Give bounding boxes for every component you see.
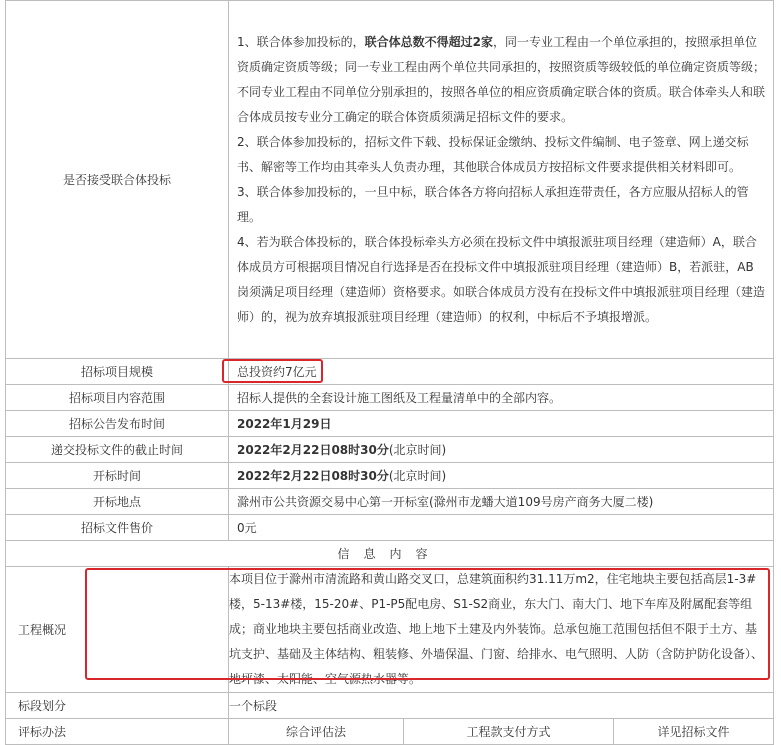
table-row: [6, 385, 774, 411]
consortium-paragraph-3: 3、联合体参加投标的，一旦中标，联合体各方将向招标人承担连带责任，各方应服从招标人的管理。: [237, 184, 749, 224]
sections-label: 标段划分: [17, 699, 66, 713]
deadline-label: 递交投标文件的截止时间: [6, 437, 229, 463]
place-label: 开标地点: [6, 489, 229, 515]
price-label: 招标文件售价: [6, 515, 229, 541]
overview-value: 本项目位于滁州市清流路和黄山路交叉口，总建筑面积约31.11万m2，住宅地块主要包括高层1-3#楼，5-13#楼，15-20#、P1-P5配电房、S1-S2商业，东大门、南大门、地下车库及附属配套等组成；商业地块主要包括商业改造、地上地下土建及内外装饰。总承包施工范围包括但不限于土方、基坑支护、基础及主体结构、粗装修、外墙保温、门窗、给排水、电气照明、人防（含防护防化设备）、地坪漆、太阳能、空气源热水器等。: [229, 567, 774, 693]
sections-value: 一个标段: [229, 693, 774, 719]
section-header: 信息内容: [6, 541, 774, 567]
price-value: 0元: [229, 515, 774, 541]
table-row: [6, 411, 774, 437]
eval-label-cell: [6, 719, 229, 745]
pay-value: 详见招标文件: [614, 719, 774, 745]
consortium-paragraph-1: 1、联合体参加投标的，联合体总数不得超过2家，同一专业工程由一个单位承担的，按照承担单位资质确定资质等级；同一专业工程由两个单位共同承担的，按照资质等级较低的单位确定资质等级；不同专业工程由不同单位分别承担的，按照各单位的相应资质确定联合体的资质。联合体牵头人和联合体成员按专业分工确定的联合体资质须满足招标文件的要求。: [237, 34, 766, 124]
deadline-value: 2022年2月22日08时30分(北京时间): [229, 437, 774, 463]
consortium-paragraph-2: 2、联合体参加投标的，招标文件下载、投标保证金缴纳、投标文件编制、电子签章、网上递交标书、解密等工作均由其牵头人负责办理，其他联合体成员方按招标文件要求提供相关材料即可。: [237, 134, 749, 174]
table-row: [6, 515, 774, 541]
opening-label: 开标时间: [6, 463, 229, 489]
opening-value: 2022年2月22日08时30分(北京时间): [229, 463, 774, 489]
place-value: 滁州市公共资源交易中心第一开标室(滁州市龙蟠大道109号房产商务大厦二楼): [229, 489, 774, 515]
announce-label: 招标公告发布时间: [6, 411, 229, 437]
pay-label: 工程款支付方式: [404, 719, 614, 745]
consortium-paragraph-4: 4、若为联合体投标的，联合体投标牵头方必须在投标文件中填报派驻项目经理（建造师）A，联合体成员方可根据项目情况自行选择是否在投标文件中填报派驻项目经理（建造师）B，若派驻，AB岗须满足项目经理（建造师）资格要求。如联合体成员方没有在投标文件中填报派驻项目经理（建造师）的，视为放弃填报派驻项目经理（建造师）的权利，中标后不予填报增派。: [237, 234, 766, 324]
highlight-box-scale: [222, 359, 323, 383]
table-row: [6, 719, 774, 745]
highlight-box-overview: [85, 568, 770, 680]
announce-value: 2022年1月29日: [229, 411, 774, 437]
scale-value: 总投资约7亿元: [229, 359, 774, 385]
scope-label: 招标项目内容范围: [6, 385, 229, 411]
scale-label: 招标项目规模: [6, 359, 229, 385]
table-row: [6, 359, 774, 385]
table-row: [6, 489, 774, 515]
scope-value: 招标人提供的全套设计施工图纸及工程量清单中的全部内容。: [229, 385, 774, 411]
sections-label-cell: [6, 693, 229, 719]
table-row: [6, 693, 774, 719]
consortium-value: [229, 1, 774, 359]
table-row: [6, 463, 774, 489]
overview-label: 工程概况: [17, 623, 66, 637]
table-row: [6, 1, 774, 359]
table-row: [6, 437, 774, 463]
table-row: [6, 541, 774, 567]
eval-value: 综合评估法: [229, 719, 404, 745]
eval-label: 评标办法: [17, 725, 66, 739]
consortium-label: 是否接受联合体投标: [6, 1, 229, 359]
